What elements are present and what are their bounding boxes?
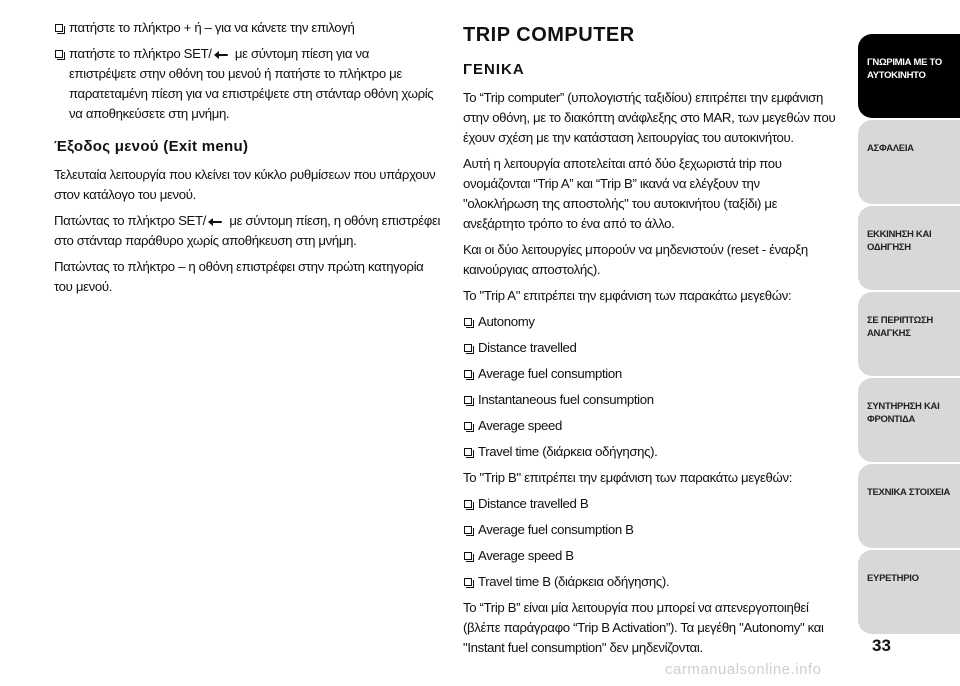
list-item-text: Average fuel consumption <box>478 366 622 381</box>
checkbox-bullet-icon <box>464 578 472 586</box>
chapter-tabs <box>858 34 960 636</box>
bullet-text: να αποθηκεύσετε στη μνήμη. <box>69 106 230 121</box>
bullet-item <box>54 44 444 124</box>
list-item <box>463 572 838 592</box>
list-item-text: Average fuel consumption B <box>478 522 634 537</box>
checkbox-bullet-icon <box>464 396 472 404</box>
back-arrow-icon <box>208 217 224 227</box>
tab-starting-driving[interactable]: ΕΚΚΙΝΗΣΗ ΚΑΙ ΟΔΗΓΗΣΗ <box>858 206 960 290</box>
back-arrow-icon <box>214 50 230 60</box>
list-item <box>463 390 838 410</box>
checkbox-bullet-icon <box>464 422 472 430</box>
bullet-text: πατήστε το πλήκτρο SET/ <box>69 46 212 61</box>
checkbox-bullet-icon <box>464 552 472 560</box>
bullet-item <box>54 18 444 38</box>
exit-menu-heading: Έξοδος μενού (Exit menu) <box>54 138 249 155</box>
checkbox-bullet-icon <box>55 24 63 32</box>
bullet-text: με σύντομη πίεση για να <box>234 46 369 61</box>
tab-getting-to-know[interactable]: ΓΝΩΡΙΜΙΑ ΜΕ ΤΟ ΑΥΤΟΚΙΝΗΤΟ <box>858 34 960 118</box>
tab-safety[interactable]: ΑΣΦΑΛΕΙΑ <box>858 120 960 204</box>
checkbox-bullet-icon <box>464 344 472 352</box>
trip-a-list <box>463 312 838 462</box>
list-item-text: Travel time B (διάρκεια οδήγησης). <box>478 574 670 589</box>
watermark: carmanualsonline.info <box>665 661 822 678</box>
trip-b-intro: Το "Trip B" επιτρέπει την εμφάνιση των παρακάτω μεγεθών: <box>463 470 793 485</box>
tab-index[interactable]: ΕΥΡΕΤΗΡΙΟ <box>858 550 960 634</box>
tab-emergency[interactable]: ΣΕ ΠΕΡΙΠΤΩΣΗ ΑΝΑΓΚΗΣ <box>858 292 960 376</box>
list-item-text: Average speed B <box>478 548 574 563</box>
list-item-text: Distance travelled <box>478 340 577 355</box>
list-item <box>463 416 838 436</box>
list-item-text: Autonomy <box>478 314 535 329</box>
paragraph: Τελευταία λειτουργία που κλείνει τον κύκλο ρυθμίσεων που υπάρχουν στον κατάλογο του μενού. <box>54 167 436 202</box>
list-item <box>463 442 838 462</box>
checkbox-bullet-icon <box>464 500 472 508</box>
left-column <box>54 18 444 303</box>
paragraph: Πατώντας το πλήκτρο – η οθόνη επιστρέφει στην πρώτη κατηγορία του μενού. <box>54 259 424 294</box>
bullet-text: επιστρέψετε στην οθόνη του μενού ή πατήστε το πλήκτρο με <box>69 66 402 81</box>
main-column <box>463 18 838 664</box>
paragraph-text: με σύντομη πίεση, η οθόνη επιστρέφει στο στάνταρ παράθυρο χωρίς αποθήκευση στη μνήμη. <box>54 213 441 248</box>
list-item-text: Average speed <box>478 418 562 433</box>
list-item <box>463 520 838 540</box>
paragraph: Και οι δύο λειτουργίες μπορούν να μηδενιστούν (reset - έναρξη καινούργιας αποστολής). <box>463 242 808 277</box>
list-item-text: Distance travelled B <box>478 496 589 511</box>
checkbox-bullet-icon <box>464 370 472 378</box>
bullet-text: πατήστε το πλήκτρο + ή – για να κάνετε την επιλογή <box>69 20 355 35</box>
paragraph <box>54 211 444 251</box>
trip-b-list <box>463 494 838 592</box>
checkbox-bullet-icon <box>464 318 472 326</box>
tab-maintenance[interactable]: ΣΥΝΤΗΡΗΣΗ ΚΑΙ ΦΡΟΝΤΙΔΑ <box>858 378 960 462</box>
list-item <box>463 364 838 384</box>
list-item <box>463 546 838 566</box>
list-item <box>463 312 838 332</box>
paragraph-text: Πατώντας το πλήκτρο SET/ <box>54 213 206 228</box>
bullet-text: παρατεταμένη πίεση για να επιστρέψετε στη στάνταρ οθόνη χωρίς <box>69 86 434 101</box>
list-item <box>463 338 838 358</box>
list-item-text: Instantaneous fuel consumption <box>478 392 654 407</box>
paragraph: Το “Trip computer” (υπολογιστής ταξιδίου) επιτρέπει την εμφάνιση στην οθόνη, με το διακόπτη ανάφλεξης στο MAR, των μεγεθών που έχουν σχέση με την κατάσταση λειτουργίας του αυτοκινήτου. <box>463 90 836 145</box>
checkbox-bullet-icon <box>55 50 63 58</box>
section-subtitle: ΓΕΝΙΚΑ <box>463 61 525 78</box>
paragraph: Αυτή η λειτουργία αποτελείται από δύο ξεχωριστά trip που ονομάζονται “Trip A” και “Trip B” ικανά να ελέγξουν την "ολοκλήρωση της αποστολής" του αυτοκινήτου (ταξίδι) με ανεξάρτητο τρόπο το ένα από το άλλο. <box>463 156 782 231</box>
checkbox-bullet-icon <box>464 448 472 456</box>
tab-technical-data[interactable]: ΤΕΧΝΙΚΑ ΣΤΟΙΧΕΙΑ <box>858 464 960 548</box>
paragraph: Το “Trip B” είναι μία λειτουργία που μπορεί να απενεργοποιηθεί (βλέπε παράγραφο “Trip B Activation”). Τα μεγέθη "Autonomy" και "Instant fuel consumption" δεν μηδενίζονται. <box>463 600 824 655</box>
section-title: TRIP COMPUTER <box>463 24 635 46</box>
page-number: 33 <box>872 636 891 655</box>
trip-a-intro: Το "Trip A" επιτρέπει την εμφάνιση των παρακάτω μεγεθών: <box>463 288 792 303</box>
checkbox-bullet-icon <box>464 526 472 534</box>
list-item <box>463 494 838 514</box>
list-item-text: Travel time (διάρκεια οδήγησης). <box>478 444 658 459</box>
